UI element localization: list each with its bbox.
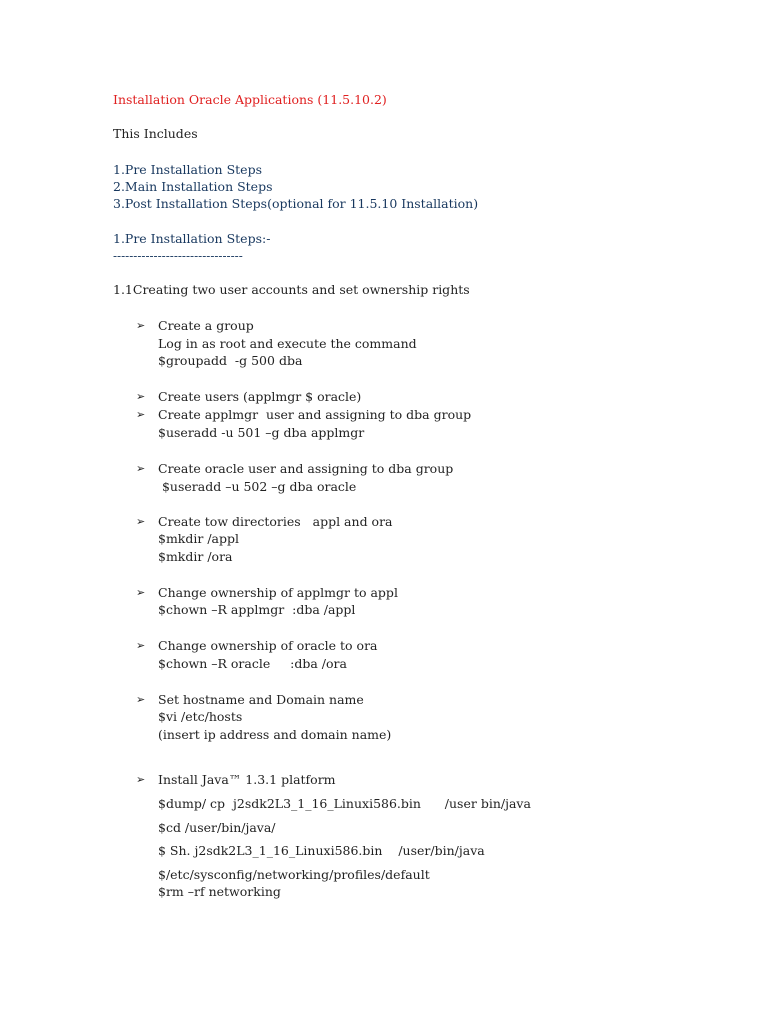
step-install-java: Install Java™ 1.3.1 platform (158, 772, 336, 787)
bullet-arrow-icon: ➢ (136, 515, 146, 528)
bullet-arrow-icon: ➢ (136, 586, 146, 599)
bullet-arrow-icon: ➢ (136, 408, 146, 421)
note-insert-ip: (insert ip address and domain name) (158, 727, 392, 742)
step-login-root: Log in as root and execute the command (158, 336, 417, 351)
cmd-vi-hosts: $vi /etc/hosts (158, 709, 243, 724)
cmd-etc-sysconfig: $/etc/sysconfig/networking/profiles/default (158, 867, 430, 882)
step-hostname: Set hostname and Domain name (158, 692, 364, 707)
bullet-arrow-icon: ➢ (136, 319, 146, 332)
subsection-heading: 1.1Creating two user accounts and set ownership rights (113, 282, 470, 297)
cmd-useradd-applmgr: $useradd -u 501 –g dba applmgr (158, 425, 365, 440)
bullet-arrow-icon: ➢ (136, 773, 146, 786)
step-create-dirs: Create tow directories appl and ora (158, 514, 393, 529)
cmd-mkdir-ora: $mkdir /ora (158, 549, 233, 564)
section1-heading: 1.Pre Installation Steps:- (113, 231, 271, 246)
step-chown-appl: Change ownership of applmgr to appl (158, 585, 398, 600)
step-create-oracle: Create oracle user and assigning to dba group (158, 461, 454, 476)
step-chown-ora: Change ownership of oracle to ora (158, 638, 378, 653)
bullet-arrow-icon: ➢ (136, 693, 146, 706)
toc-item-3: 3.Post Installation Steps(optional for 11.5.10 Installation) (113, 196, 479, 211)
toc-item-1: 1.Pre Installation Steps (113, 162, 262, 177)
bullet-arrow-icon: ➢ (136, 390, 146, 403)
cmd-rm-networking: $rm –rf networking (158, 884, 281, 899)
section1-rule: -------------------------------- (113, 249, 243, 263)
toc-item-2: 2.Main Installation Steps (113, 179, 273, 194)
bullet-arrow-icon: ➢ (136, 639, 146, 652)
step-create-users: Create users (applmgr $ oracle) (158, 389, 362, 404)
cmd-chown-ora: $chown –R oracle :dba /ora (158, 656, 347, 671)
cmd-mkdir-appl: $mkdir /appl (158, 531, 239, 546)
cmd-dump-cp: $dump/ cp j2sdk2L3_1_16_Linuxi586.bin /user bin/java (158, 796, 531, 811)
doc-title: Installation Oracle Applications (11.5.10.2) (113, 92, 387, 107)
step-create-group: Create a group (158, 318, 254, 333)
cmd-groupadd: $groupadd -g 500 dba (158, 353, 303, 368)
cmd-cd-java: $cd /user/bin/java/ (158, 820, 276, 835)
includes-label: This Includes (113, 126, 198, 141)
step-create-applmgr: Create applmgr user and assigning to dba group (158, 407, 472, 422)
bullet-arrow-icon: ➢ (136, 462, 146, 475)
cmd-sh-java: $ Sh. j2sdk2L3_1_16_Linuxi586.bin /user/bin/java (158, 843, 485, 858)
cmd-chown-appl: $chown –R applmgr :dba /appl (158, 602, 356, 617)
cmd-useradd-oracle: $useradd –u 502 –g dba oracle (158, 479, 357, 494)
